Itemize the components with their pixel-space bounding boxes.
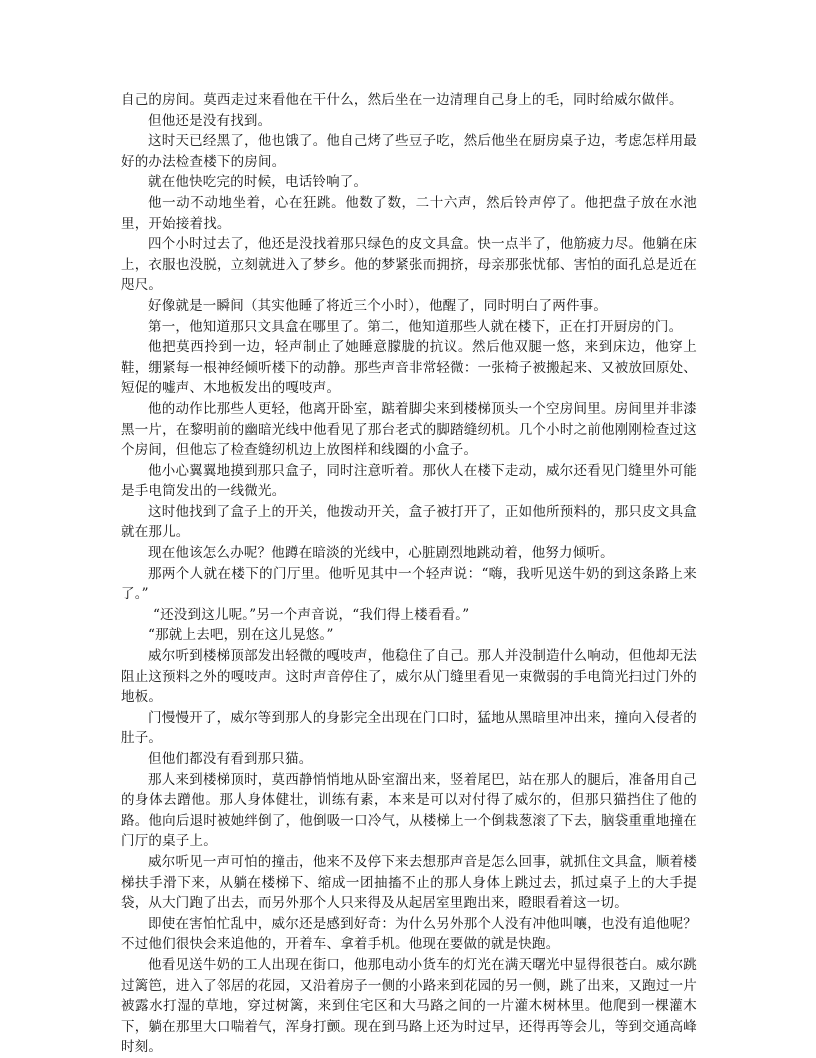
- paragraph-23: 他看见送牛奶的工人出现在街口，他那电动小货车的灯光在满天曙光中显得很苍白。威尔跳过篱笆，进入了邻居的花园，又沿着房子一侧的小路来到花园的另一侧，跳了出来，又跑过一片被露水打湿的草地，穿过树篱，来到住宅区和大马路之间的一片灌木树林里。他爬到一棵灌木下，躺在那里大口喘着气，浑身打颤。现在到马路上还为时过早，还得再等会儿，等到交通高峰时刻。: [121, 956, 697, 1056]
- paragraph-7: 好像就是一瞬间（其实他睡了将近三个小时），他醒了，同时明白了两件事。: [148, 297, 608, 314]
- paragraph-17: 威尔听到楼梯顶部发出轻微的嘎吱声，他稳住了自己。那人并没制造什么响动，但他却无法阻止这预料之外的嘎吱声。这时声音停住了，威尔从门缝里看见一束微弱的手电筒光扫过门外的地板。: [121, 648, 697, 706]
- document-page: [121, 90, 697, 1058]
- paragraph-16: “那就上去吧，别在这儿晃悠。”: [148, 627, 334, 644]
- paragraph-10: 他的动作比那些人更轻，他离开卧室，踮着脚尖来到楼梯顶头一个空房间里。房间里并非漆黑一片，在黎明前的幽暗光线中他看见了那台老式的脚踏缝纫机。几个小时之前他刚刚检查过这个房间，但他忘了检查缝纫机边上放图样和线圈的小盒子。: [121, 400, 697, 459]
- paragraph-11: 他小心翼翼地摸到那只盒子，同时注意听着。那伙人在楼下走动，威尔还看见门缝里外可能是手电筒发出的一线微光。: [121, 462, 697, 500]
- paragraph-1: 自己的房间。莫西走过来看他在干什么，然后坐在一边清理自己身上的毛，同时给威尔做伴。: [121, 92, 683, 108]
- paragraph-2: 但他还是没有找到。: [148, 112, 272, 129]
- paragraph-21: 威尔听见一声可怕的撞击，他来不及停下来去想那声音是怎么回事，就抓住文具盒，顺着楼梯扶手滑下来，从躺在楼梯下、缩成一团抽搐不止的那人身体上跳过去，抓过桌子上的大手提袋，从大门跑了出去，而另外那个人只来得及从起居室里跑出来，瞪眼看着这一切。: [121, 853, 697, 912]
- paragraph-6: 四个小时过去了，他还是没找着那只绿色的皮文具盒。快一点半了，他筋疲力尽。他躺在床上，衣服也没脱，立刻就进入了梦乡。他的梦紧张而拥挤，母亲那张忧郁、害怕的面孔总是近在咫尺。: [121, 236, 697, 294]
- paragraph-12: 这时他找到了盒子上的开关，他拨动开关，盒子被打开了，正如他所预料的，那只皮文具盒就在那儿。: [121, 503, 697, 541]
- paragraph-18: 门慢慢开了，威尔等到那人的身影完全出现在门口时，猛地从黑暗里冲出来，撞向入侵者的肚子。: [121, 709, 697, 747]
- paragraph-22: 即使在害怕忙乱中，威尔还是感到好奇：为什么另外那个人没有冲他叫嚷，也没有追他呢？不过他们很快会来追他的，开着车、拿着手机。他现在要做的就是快跑。: [121, 915, 697, 953]
- paragraph-13: 现在他该怎么办呢？他蹲在暗淡的光线中，心脏剧烈地跳动着，他努力倾听。: [148, 545, 614, 562]
- paragraph-19: 但他们都没有看到那只猫。: [148, 751, 313, 767]
- paragraph-14: 那两个人就在楼下的门厅里。他听见其中一个轻声说：“嗨，我听见送牛奶的到这条路上来了。”: [121, 565, 697, 603]
- paragraph-5: 他一动不动地坐着，心在狂跳。他数了数，二十六声，然后铃声停了。他把盘子放在水池里，开始接着找。: [121, 194, 697, 232]
- paragraph-3: 这时天已经黑了，他也饿了。他自己烤了些豆子吃，然后他坐在厨房桌子边，考虑怎样用最好的办法检查楼下的房间。: [121, 133, 697, 170]
- paragraph-15: “还没到这儿呢。”另一个声音说，“我们得上楼看看。”: [153, 606, 470, 623]
- paragraph-20: 那人来到楼梯顶时，莫西静悄悄地从卧室溜出来，竖着尾巴，站在那人的腿后，准备用自己的身体去蹭他。那人身体健壮，训练有素，本来是可以对付得了威尔的，但那只猫挡住了他的路。他向后退时被她绊倒了，他倒吸一口冷气，从楼梯上一个倒栽葱滚了下去，脑袋重重地撞在门厅的桌子上。: [121, 771, 697, 850]
- paragraph-8: 第一，他知道那只文具盒在哪里了。第二，他知道那些人就在楼下，正在打开厨房的门。: [148, 318, 683, 335]
- paragraph-4: 就在他快吃完的时候，电话铃响了。: [148, 174, 368, 191]
- paragraph-9: 他把莫西拎到一边，轻声制止了她睡意朦胧的抗议。然后他双腿一悠，来到床边，他穿上鞋，绷紧每一根神经倾听楼下的动静。那些声音非常轻微：一张椅子被搬起来、又被放回原处、短促的嘘声、木地板发出的嘎吱声。: [121, 339, 697, 397]
